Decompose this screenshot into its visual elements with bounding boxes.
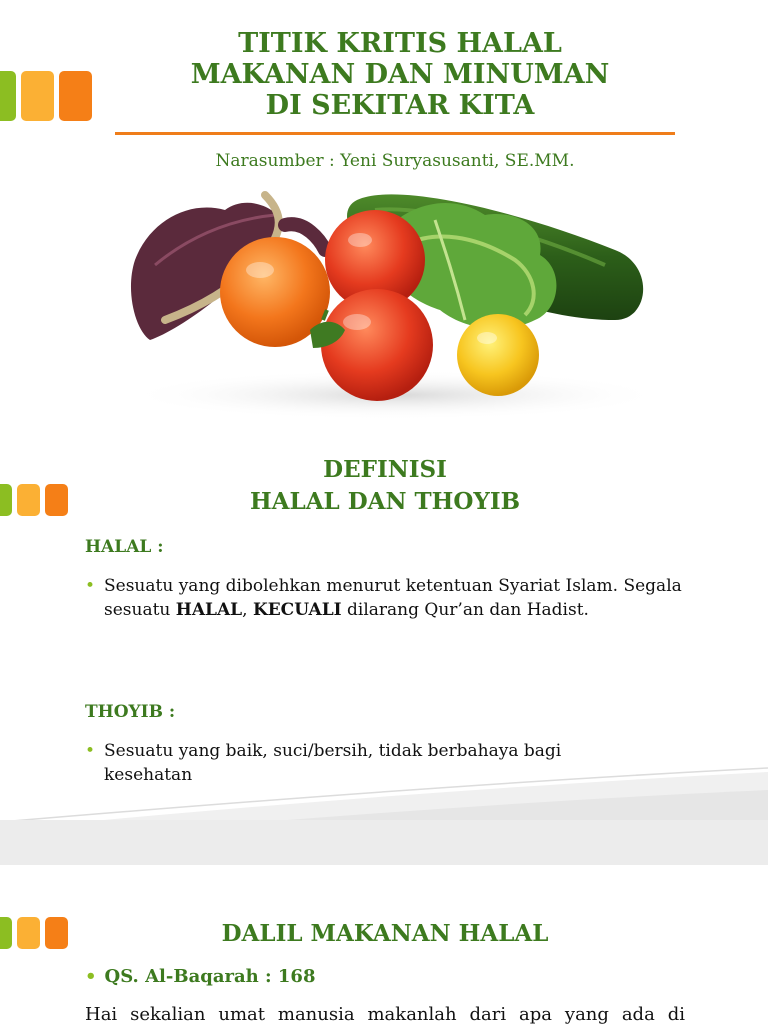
dalil-slide <box>0 865 768 1024</box>
title-divider <box>115 132 675 135</box>
quran-reference <box>85 966 315 987</box>
bullet-icon: • <box>85 966 97 987</box>
title-slide <box>0 0 768 430</box>
halal-bullet <box>85 574 685 622</box>
reference-text: QS. Al-Baqarah : 168 <box>104 966 316 987</box>
title-line: DEFINISI <box>323 456 447 483</box>
vegetables-illustration <box>95 170 685 425</box>
decorative-squares-icon <box>0 71 97 121</box>
halal-heading: HALAL : <box>85 537 164 557</box>
thoyib-heading: THOYIB : <box>85 702 176 722</box>
slide-title <box>100 454 670 518</box>
title-line: DI SEKITAR KITA <box>265 90 535 121</box>
slide-title: DALIL MAKANAN HALAL <box>221 920 549 947</box>
bullet-icon: • <box>85 741 96 761</box>
halal-bullet-line-1: Sesuatu yang dibolehkan menurut ketentuan Syariat Islam. <box>104 576 619 596</box>
title-line: HALAL DAN THOYIB <box>249 488 521 515</box>
halal-bullet-line-2: Segala sesuatu HALAL, KECUALI dilarang Qur’an dan Hadist. <box>104 576 682 620</box>
slide-separator <box>0 820 768 865</box>
slide-title <box>100 28 700 121</box>
bullet-icon: • <box>85 576 96 596</box>
thoyib-bullet-text: Sesuatu yang baik, suci/bersih, tidak berbahaya bagi kesehatan <box>104 741 562 785</box>
decorative-squares-icon <box>0 917 73 949</box>
definition-slide <box>0 430 768 865</box>
speaker-line: Narasumber : Yeni Suryasusanti, SE.MM. <box>215 151 575 171</box>
verse-paragraph: Hai sekalian umat manusia makanlah dari apa yang ada di <box>85 1004 685 1024</box>
decorative-squares-icon <box>0 484 73 516</box>
title-line: TITIK KRITIS HALAL <box>238 28 562 59</box>
title-line: MAKANAN DAN MINUMAN <box>190 59 610 90</box>
